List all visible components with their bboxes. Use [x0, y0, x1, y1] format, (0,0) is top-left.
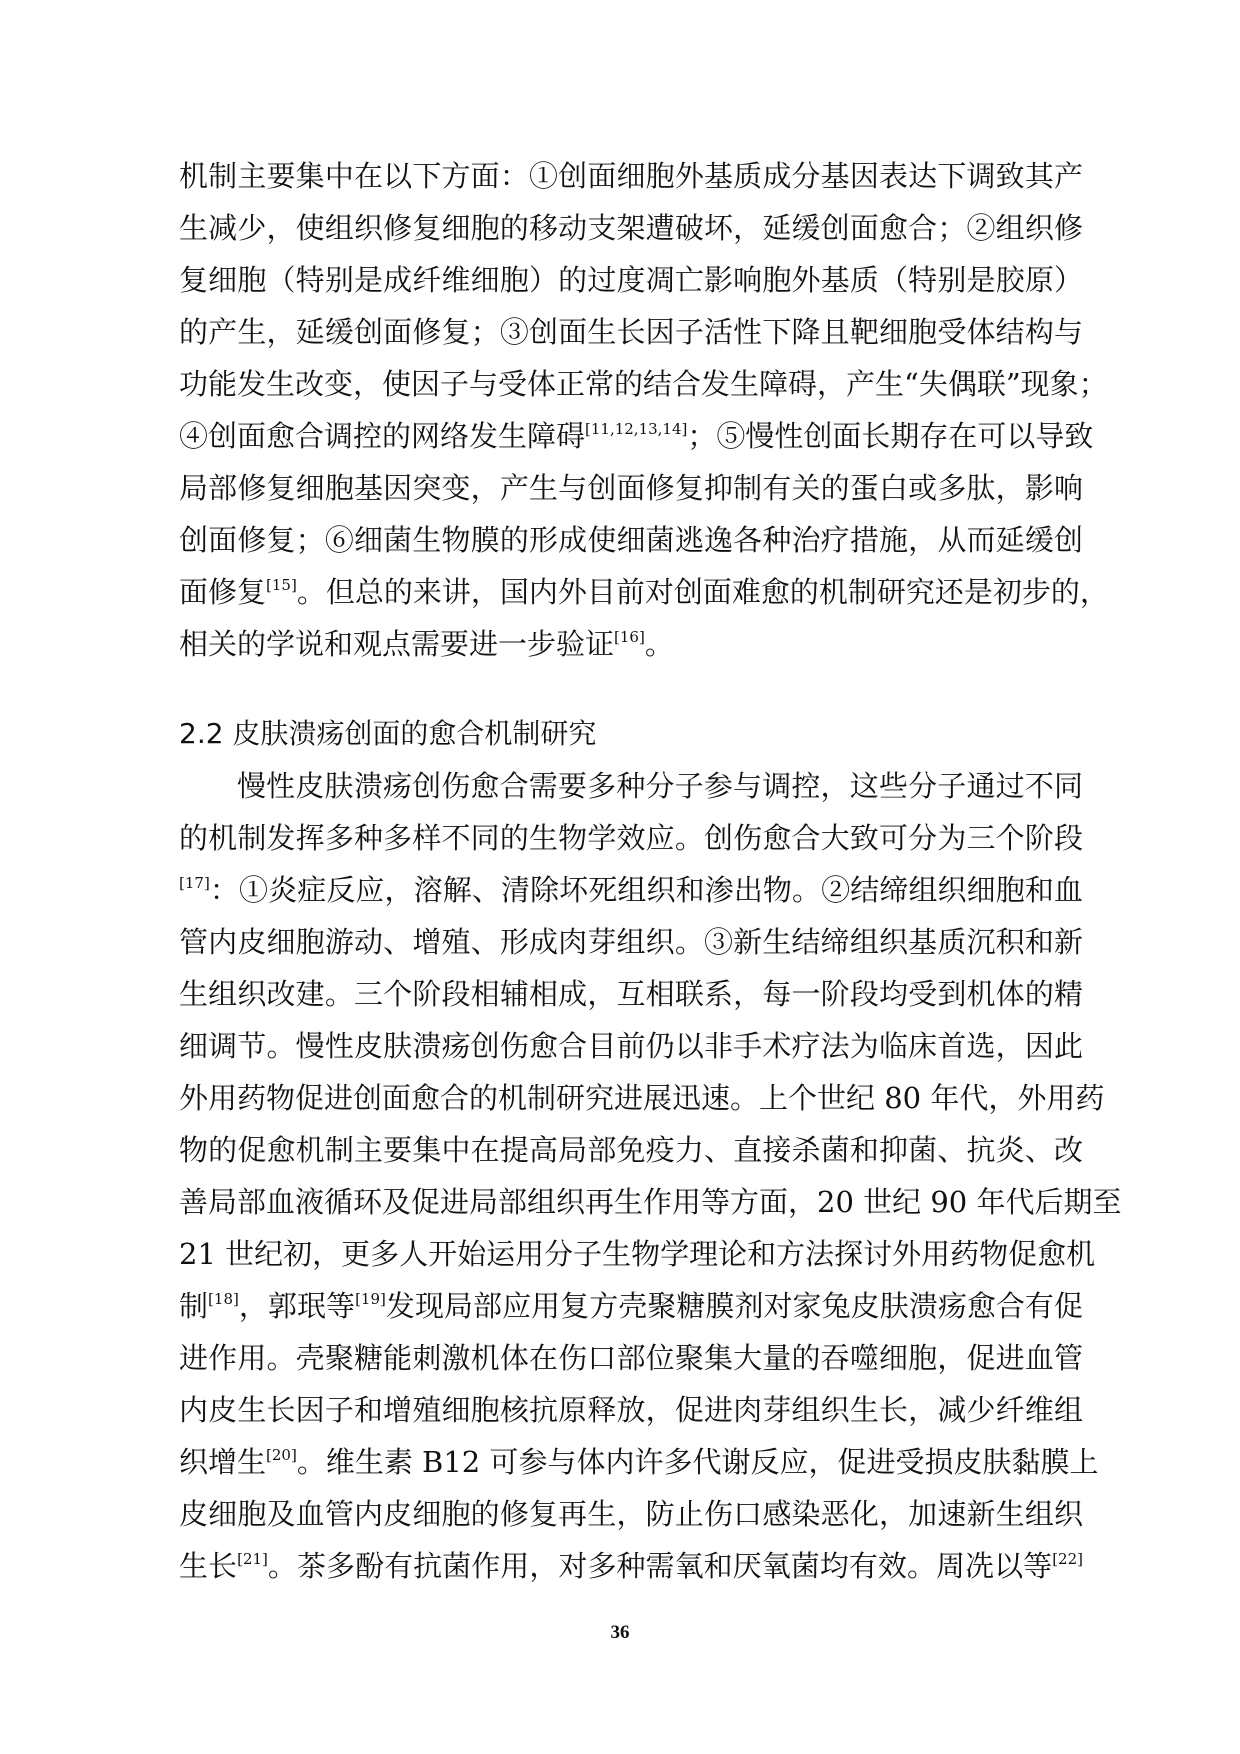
text-line — [179, 812, 1083, 864]
line-text: 局部修复细胞基因突变，产生与创面修复抑制有关的蛋白或多肽，影响 — [179, 471, 1083, 505]
line-text: 外用药物促进创面愈合的机制研究进展迅速。上个世纪 80 年代，外用药 — [179, 1081, 1105, 1115]
page-number: 36 — [610, 1622, 630, 1643]
line-text: 。但总的来讲，国内外目前对创面难愈的机制研究还是初步的， — [296, 575, 1109, 609]
text-line — [179, 916, 1083, 968]
line-text: ，郭珉等 — [238, 1289, 356, 1323]
citation: [17] — [179, 874, 210, 892]
line-text: 管内皮细胞游动、增殖、形成肉芽组织。③新生结缔组织基质沉积和新 — [179, 925, 1083, 959]
line-text: 面修复 — [179, 575, 267, 609]
line-text: 复细胞（特别是成纤维细胞）的过度凋亡影响胞外基质（特别是胶原） — [179, 263, 1083, 297]
line-text: ④创面愈合调控的网络发生障碍 — [179, 419, 586, 453]
text-line — [179, 1176, 1122, 1228]
line-text: 生长 — [179, 1549, 238, 1583]
line-text: ；⑤慢性创面长期存在可以导致 — [687, 419, 1094, 453]
line-text: 细调节。慢性皮肤溃疡创伤愈合目前仍以非手术疗法为临床首选，因此 — [179, 1029, 1083, 1063]
text-line — [179, 1280, 1083, 1332]
text-line — [179, 1332, 1083, 1384]
line-text: ：①炎症反应，溶解、清除坏死组织和渗出物。②结缔组织细胞和血 — [209, 873, 1083, 907]
text-line — [179, 254, 1083, 306]
text-line — [179, 760, 1083, 812]
citation: [19] — [355, 1290, 386, 1308]
text-line — [179, 462, 1083, 514]
text-line — [179, 618, 1083, 670]
text-line — [179, 514, 1083, 566]
line-text: 皮细胞及血管内皮细胞的修复再生，防止伤口感染恶化，加速新生组织 — [179, 1497, 1083, 1531]
text-line — [179, 358, 1108, 410]
text-line — [179, 1124, 1083, 1176]
text-line — [179, 1488, 1083, 1540]
line-text: 的产生，延缓创面修复；③创面生长因子活性下降且靶细胞受体结构与 — [179, 315, 1083, 349]
citation: [20] — [266, 1446, 297, 1464]
text-line — [179, 968, 1083, 1020]
text-line — [179, 202, 1083, 254]
line-text: 机制主要集中在以下方面：①创面细胞外基质成分基因表达下调致其产 — [179, 159, 1083, 193]
line-text: 。 — [644, 627, 674, 661]
line-text: 相关的学说和观点需要进一步验证 — [179, 627, 615, 661]
text-line — [179, 566, 1109, 618]
paragraph-1 — [179, 150, 1109, 670]
line-text: 制 — [179, 1289, 209, 1323]
line-text: 功能发生改变，使因子与受体正常的结合发生障碍，产生“失偶联”现象； — [179, 367, 1108, 401]
text-line — [179, 1436, 1099, 1488]
text-line — [179, 864, 1083, 916]
line-text: 。茶多酚有抗菌作用，对多种需氧和厌氧菌均有效。周冼以等 — [267, 1549, 1053, 1583]
paragraph-2 — [179, 760, 1122, 1592]
citation: [22] — [1052, 1550, 1083, 1568]
line-text: 善局部血液循环及促进局部组织再生作用等方面，20 世纪 90 年代后期至 — [179, 1185, 1122, 1219]
text-line — [179, 150, 1083, 202]
line-text: 生减少，使组织修复细胞的移动支架遭破坏，延缓创面愈合；②组织修 — [179, 211, 1083, 245]
text-line — [179, 306, 1083, 358]
citation: [15] — [266, 576, 297, 594]
citation: [16] — [614, 628, 645, 646]
text-line — [179, 410, 1094, 462]
line-text: 的机制发挥多种多样不同的生物学效应。创伤愈合大致可分为三个阶段 — [179, 821, 1083, 855]
text-line — [179, 1540, 1083, 1592]
citation: [21] — [237, 1550, 268, 1568]
text-line — [179, 1072, 1105, 1124]
line-text: 创面修复；⑥细菌生物膜的形成使细菌逃逸各种治疗措施，从而延缓创 — [179, 523, 1083, 557]
line-text: 内皮生长因子和增殖细胞核抗原释放，促进肉芽组织生长，减少纤维组 — [179, 1393, 1083, 1427]
text-line — [179, 1020, 1083, 1072]
line-text: 进作用。壳聚糖能刺激机体在伤口部位聚集大量的吞噬细胞，促进血管 — [179, 1341, 1083, 1375]
line-text: 。维生素 B12 可参与体内许多代谢反应，促进受损皮肤黏膜上 — [296, 1445, 1099, 1479]
line-text: 生组织改建。三个阶段相辅相成，互相联系，每一阶段均受到机体的精 — [179, 977, 1083, 1011]
line-text: 慢性皮肤溃疡创伤愈合需要多种分子参与调控，这些分子通过不同 — [237, 769, 1083, 803]
line-text: 物的促愈机制主要集中在提高局部免疫力、直接杀菌和抑菌、抗炎、改 — [179, 1133, 1083, 1167]
citation: [11,12,13,14] — [585, 420, 688, 438]
line-text: 发现局部应用复方壳聚糖膜剂对家兔皮肤溃疡愈合有促 — [385, 1289, 1083, 1323]
line-text: 21 世纪初，更多人开始运用分子生物学理论和方法探讨外用药物促愈机 — [179, 1237, 1096, 1271]
text-line — [179, 1384, 1083, 1436]
line-text: 织增生 — [179, 1445, 267, 1479]
section-heading: 2.2 皮肤溃疡创面的愈合机制研究 — [179, 717, 597, 750]
citation: [18] — [208, 1290, 239, 1308]
text-line — [179, 1228, 1096, 1280]
